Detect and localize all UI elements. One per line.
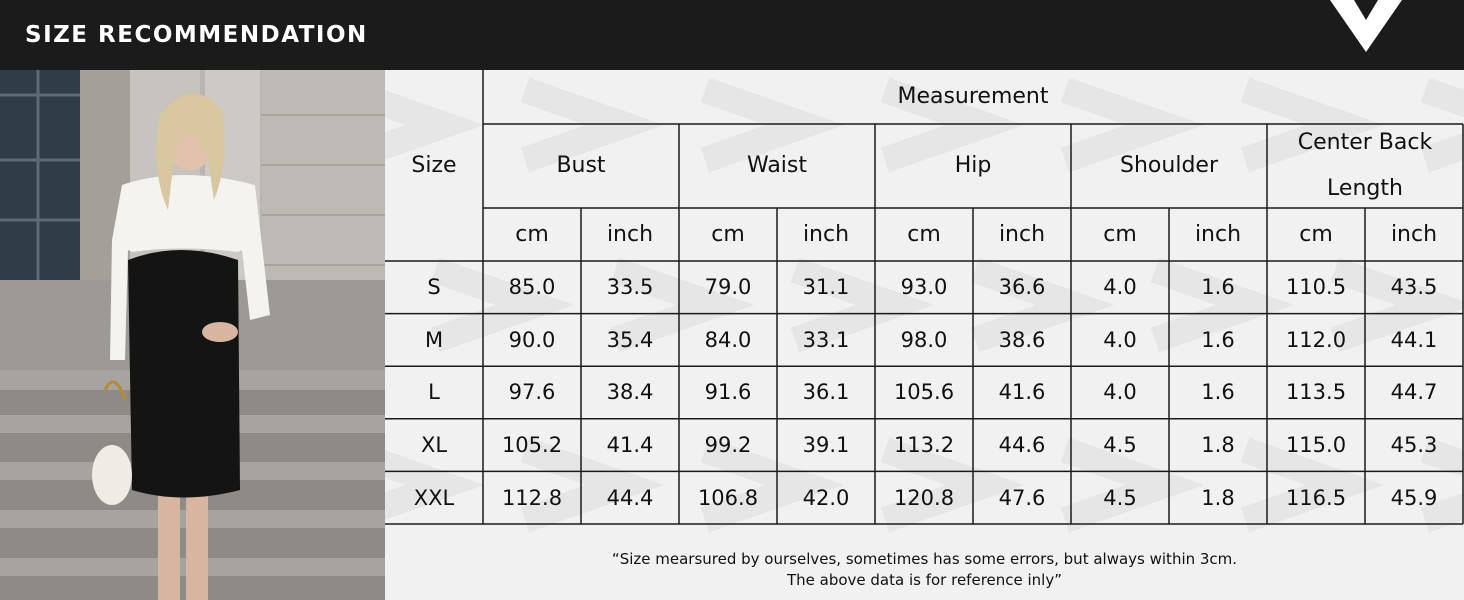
unit-header: cm — [515, 221, 549, 247]
table-cell-value: 4.5 — [1103, 433, 1137, 458]
table-cell-value: 115.0 — [1285, 433, 1347, 458]
table-cell-value: 47.6 — [998, 485, 1046, 510]
table-cell-value: 93.0 — [900, 275, 948, 300]
unit-header: inch — [1194, 221, 1242, 247]
table-cell-value: 35.4 — [606, 327, 654, 352]
size-label: L — [428, 380, 440, 405]
table-cell-value: 44.4 — [606, 485, 654, 510]
size-chart-table — [385, 70, 1464, 600]
table-cell-value: 79.0 — [704, 275, 752, 300]
table-cell-value: 41.6 — [998, 380, 1046, 405]
group-header-line: Hip — [954, 153, 992, 178]
group-header — [1267, 124, 1463, 208]
size-label: XL — [420, 433, 448, 458]
measurement-header: Measurement — [897, 84, 1049, 109]
unit-header: cm — [907, 221, 941, 247]
group-header-line: Center Back — [1297, 130, 1433, 155]
unit-header: inch — [998, 221, 1046, 247]
group-header — [1071, 124, 1267, 208]
chevron-down-icon — [1330, 0, 1402, 52]
table-cell-value: 113.5 — [1285, 380, 1347, 405]
table-cell-value: 41.4 — [606, 433, 654, 458]
model-photo-illustration — [0, 70, 385, 600]
table-cell-value: 31.1 — [802, 275, 850, 300]
table-cell-value: 4.5 — [1103, 485, 1137, 510]
model-photo — [0, 70, 385, 600]
table-cell-value: 44.6 — [998, 433, 1046, 458]
table-cell-value: 106.8 — [697, 485, 759, 510]
table-cell-value: 98.0 — [900, 327, 948, 352]
group-header — [483, 124, 679, 208]
disclaimer-line-1: “Size mearsured by ourselves, sometimes has some errors, but always within 3cm. — [611, 550, 1238, 568]
group-header-line: Waist — [746, 153, 808, 178]
unit-header: cm — [1103, 221, 1137, 247]
table-cell-value: 45.3 — [1390, 433, 1438, 458]
table-cell-value: 1.8 — [1201, 433, 1235, 458]
table-cell-value: 36.6 — [998, 275, 1046, 300]
table-cell-value: 44.7 — [1390, 380, 1438, 405]
table-cell-value: 42.0 — [802, 485, 850, 510]
table-cell-value: 90.0 — [508, 327, 556, 352]
table-cell-value: 38.4 — [606, 380, 654, 405]
table-cell-value: 33.5 — [606, 275, 654, 300]
table-cell-value: 44.1 — [1390, 327, 1438, 352]
table-cell-value: 33.1 — [802, 327, 850, 352]
table-cell-value: 4.0 — [1103, 327, 1137, 352]
table-cell-value: 110.5 — [1285, 275, 1347, 300]
group-header-line: Length — [1327, 176, 1403, 201]
unit-header: cm — [711, 221, 745, 247]
table-cell-value: 1.6 — [1201, 380, 1235, 405]
table-cell-value: 1.8 — [1201, 485, 1235, 510]
table-cell-value: 99.2 — [704, 433, 752, 458]
table-cell-value: 105.2 — [501, 433, 563, 458]
table-cell-value: 38.6 — [998, 327, 1046, 352]
table-cell-value: 4.0 — [1103, 275, 1137, 300]
group-header — [875, 124, 1071, 208]
table-cell-value: 45.9 — [1390, 485, 1438, 510]
disclaimer-line-2: The above data is for reference inly” — [786, 571, 1062, 589]
header-bar — [0, 0, 1464, 70]
table-cell-value: 43.5 — [1390, 275, 1438, 300]
group-header — [679, 124, 875, 208]
unit-header: cm — [1299, 221, 1333, 247]
unit-header: inch — [1390, 221, 1438, 247]
size-column-header: Size — [411, 152, 457, 178]
table-cell-value: 116.5 — [1285, 485, 1347, 510]
table-cell-value: 105.6 — [893, 380, 955, 405]
page-title: SIZE RECOMMENDATION — [25, 22, 368, 48]
size-label: S — [427, 275, 441, 300]
table-cell-value: 84.0 — [704, 327, 752, 352]
size-label: XXL — [413, 485, 455, 510]
table-cell-value: 113.2 — [893, 433, 955, 458]
table-cell-value: 1.6 — [1201, 275, 1235, 300]
table-cell-value: 36.1 — [802, 380, 850, 405]
table-cell-value: 112.8 — [501, 485, 563, 510]
table-cell-value: 4.0 — [1103, 380, 1137, 405]
table-cell-value: 112.0 — [1285, 327, 1347, 352]
table-cell-value: 120.8 — [893, 485, 955, 510]
table-cell-value: 91.6 — [704, 380, 752, 405]
table-cell-value: 39.1 — [802, 433, 850, 458]
table-cell-value: 97.6 — [508, 380, 556, 405]
table-cell-value: 1.6 — [1201, 327, 1235, 352]
unit-header: inch — [802, 221, 850, 247]
size-label: M — [424, 327, 444, 352]
unit-header: inch — [606, 221, 654, 247]
disclaimer-note — [385, 540, 1464, 600]
group-header-line: Bust — [556, 153, 606, 178]
group-header-line: Shoulder — [1120, 153, 1218, 178]
table-cell-value: 85.0 — [508, 275, 556, 300]
